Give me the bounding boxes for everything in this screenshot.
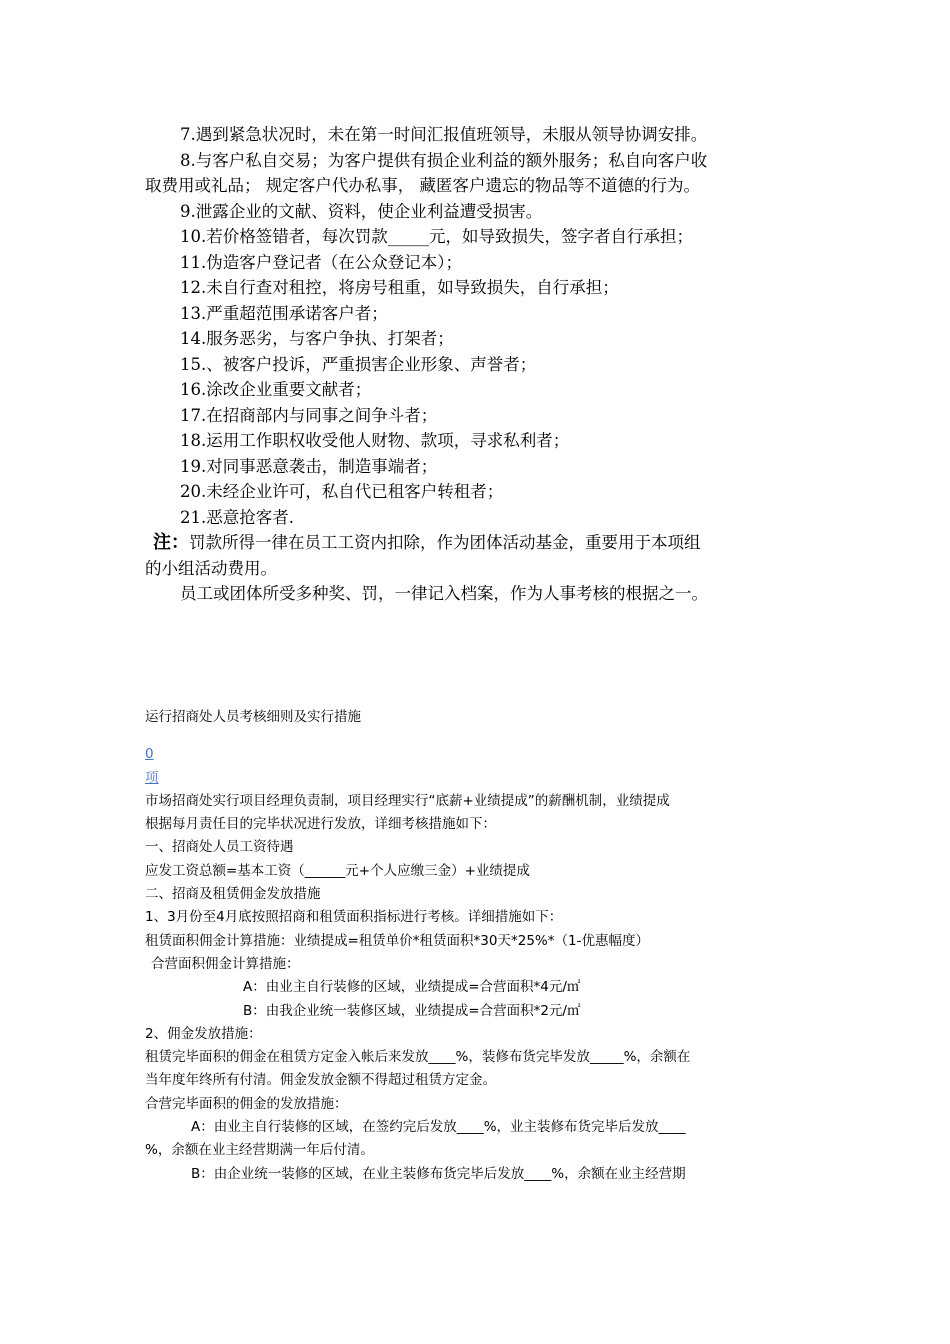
- body-line: 当年度年终所有付清。佣金发放金额不得超过租赁方定金。: [145, 1072, 496, 1089]
- note-paragraph: [145, 530, 815, 556]
- rule-item-continuation: 取费用或礼品； 规定客户代办私事， 藏匿客户遗忘的物品等不道德的行为。: [145, 176, 700, 195]
- rule-item: 21.恶意抢客者.: [180, 507, 294, 527]
- rule-item: 11.伪造客户登记者（在公众登记本）；: [180, 252, 462, 272]
- rule-item: 14.服务恶劣，与客户争执、打架者；: [180, 329, 454, 348]
- body-line: 根据每月责任目的完毕状况进行发放，详细考核措施如下：: [145, 816, 496, 833]
- rule-item: 10.若价格签错者，每次罚款_____元，如导致损失，签字者自行承担；: [180, 227, 693, 246]
- link-row-2: [145, 767, 815, 790]
- salary-formula: 应发工资总额=基本工资（______元+个人应缴三金）+业绩提成: [145, 862, 530, 879]
- toc-link[interactable]: 项: [145, 769, 159, 786]
- closing-paragraph: 员工或团体所受多种奖、罚，一律记入档案，作为人事考核的根据之一。: [180, 584, 708, 603]
- subheading: 2、佣金发放措施：: [145, 1025, 262, 1042]
- payout-item-b: B：由企业统一装修的区域，在业主装修布货完毕后发放____%，余额在业主经营期: [191, 1165, 686, 1182]
- body-line: 合营面积佣金计算措施：: [151, 955, 300, 972]
- body-line: 租赁完毕面积的佣金在租赁方定金入帐后来发放____%，装修布货完毕发放_____%，余额在: [145, 1049, 691, 1066]
- section-title: 运行招商处人员考核细则及实行措施: [145, 709, 361, 725]
- assessment-section: [145, 706, 815, 1186]
- note-text-continuation: 的小组活动费用。: [145, 558, 277, 578]
- rule-item: 13.严重超范围承诺客户者；: [180, 303, 388, 323]
- rent-formula: 租赁面积佣金计算措施：业绩提成=租赁单价*租赁面积*30天*25%*（1-优惠幅度）: [145, 932, 649, 949]
- rule-item: 16.涂改企业重要文献者；: [180, 380, 372, 399]
- toc-link[interactable]: 0: [145, 746, 154, 763]
- rule-item: 9.泄露企业的文献、资料，使企业利益遭受损害。: [180, 201, 543, 221]
- rule-item: 15.、被客户投诉，严重损害企业形象、声誉者；: [180, 354, 537, 374]
- rule-item: 8.与客户私自交易；为客户提供有损企业利益的额外服务；私自向客户收: [180, 150, 708, 170]
- formula-item-b: B：由我企业统一装修区域，业绩提成=合营面积*2元/㎡: [243, 1002, 581, 1019]
- subheading: 二、招商及租赁佣金发放措施: [145, 886, 321, 903]
- rule-item: 17.在招商部内与同事之间争斗者；: [180, 405, 438, 425]
- rule-item: 12.未自行查对租控，将房号租重，如导致损失，自行承担；: [180, 278, 619, 297]
- formula-item-a: A：由业主自行装修的区域，业绩提成=合营面积*4元/㎡: [243, 979, 581, 996]
- body-line: %，余额在业主经营期满一年后付清。: [145, 1142, 374, 1159]
- body-line: 1、3月份至4月底按照招商和租赁面积指标进行考核。详细措施如下：: [145, 909, 563, 926]
- subheading: 一、招商处人员工资待遇: [145, 839, 294, 856]
- rule-item: 19.对同事恶意袭击，制造事端者；: [180, 456, 438, 476]
- rule-item: 18.运用工作职权收受他人财物、款项，寻求私利者；: [180, 431, 570, 450]
- body-line: 合营完毕面积的佣金的发放措施：: [145, 1095, 348, 1112]
- note-label: 注：: [153, 532, 189, 553]
- body-line: 市场招商处实行项目经理负责制，项目经理实行“底薪+业绩提成”的薪酬机制，业绩提成: [145, 792, 670, 809]
- note-text: 罚款所得一律在员工工资内扣除，作为团体活动基金，重要用于本项组: [189, 533, 701, 552]
- rule-item: 20.未经企业许可，私自代已租客户转租者；: [180, 482, 504, 501]
- payout-item-a: A：由业主自行装修的区域，在签约完后发放____%，业主装修布货完毕后发放____: [191, 1119, 686, 1136]
- penalty-rules-section: [145, 122, 815, 607]
- rule-item: 7.遇到紧急状况时，未在第一时间汇报值班领导，未服从领导协调安排。: [180, 125, 708, 144]
- link-row-1: [145, 743, 815, 766]
